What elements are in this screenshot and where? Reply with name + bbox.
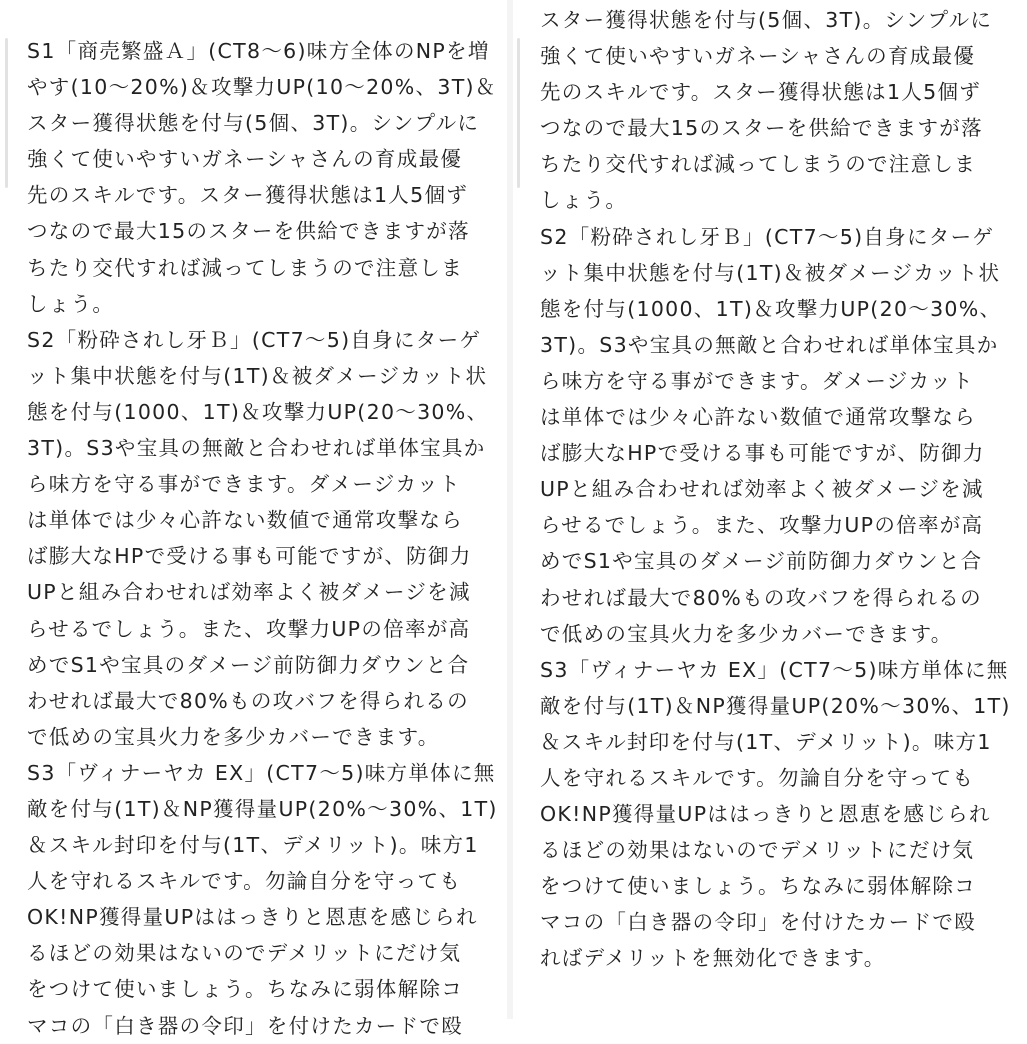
text-line: は単体では少々心許ない数値で通常攻撃なら (540, 405, 976, 430)
text-line: つなので最大15のスターを供給できますが落 (540, 116, 983, 141)
text-line: をつけて使いましょう。ちなみに弱体解除コ (540, 874, 976, 899)
text-line: しょう。 (27, 291, 115, 316)
left-edge-mark (5, 38, 8, 188)
text-line: ればデメリットを無効化できます。 (540, 946, 886, 971)
text-line: やす(10～20%)＆攻撃力UP(10～20%、3T)＆ (27, 75, 497, 100)
text-line: 強くて使いやすいガネーシャさんの育成最優 (27, 147, 463, 172)
text-line: スター獲得状態を付与(5個、3T)。シンプルに (27, 111, 480, 136)
text-line: しょう。 (540, 188, 628, 213)
text-line: わせれば最大で80%もの攻バフを得られるの (27, 688, 469, 713)
text-line: 強くて使いやすいガネーシャさんの育成最優 (540, 44, 976, 69)
text-line: 人を守れるスキルです。勿論自分を守っても (27, 869, 462, 894)
text-line: 敵を付与(1T)＆NP獲得量UP(20%～30%、1T) (540, 693, 1011, 718)
text-line: ら味方を守る事ができます。ダメージカット (540, 368, 974, 393)
text-line: は単体では少々心許ない数値で通常攻撃なら (27, 508, 463, 533)
text-line: マコの「白き器の令印」を付けたカードで殴 (540, 910, 976, 935)
text-line: 人を守れるスキルです。勿論自分を守っても (540, 765, 975, 790)
right-page-column (514, 0, 1027, 1019)
text-line: S3「ヴィナーヤカ EX」(CT7～5)味方単体に無 (27, 760, 496, 785)
text-line: ット集中状態を付与(1T)＆被ダメージカット状 (27, 363, 488, 388)
left-text-lines (27, 33, 498, 1044)
text-line: で低めの宝具火力を多少カバーできます。 (540, 621, 953, 646)
text-line: 先のスキルです。スター獲得状態は1人5個ず (27, 183, 469, 208)
text-line: るほどの効果はないのでデメリットにだけ気 (540, 838, 975, 863)
text-line: S1「商売繁盛Ａ」(CT8～6)味方全体のNPを増 (27, 39, 490, 63)
text-line: 先のスキルです。スター獲得状態は1人5個ず (540, 80, 982, 105)
text-line: めでS1や宝具のダメージ前防御力ダウンと合 (540, 549, 983, 574)
text-line: ら味方を守る事ができます。ダメージカット (27, 472, 461, 497)
text-line: 態を付与(1000、1T)＆攻撃力UP(20～30%、 (540, 296, 1002, 321)
text-line: 3T)。S3や宝具の無敵と合わせれば単体宝具か (540, 332, 999, 357)
text-line: UPと組み合わせれば効率よく被ダメージを減 (27, 580, 471, 605)
text-line: S2「粉砕されし牙Ｂ」(CT7～5)自身にターゲ (540, 224, 995, 249)
text-line: S2「粉砕されし牙Ｂ」(CT7～5)自身にターゲ (27, 327, 482, 352)
text-line: ＆スキル封印を付与(1T、デメリット)。味方1 (540, 729, 992, 754)
text-line: つなので最大15のスターを供給できますが落 (27, 219, 470, 244)
text-line: ット集中状態を付与(1T)＆被ダメージカット状 (540, 260, 1001, 285)
text-line: るほどの効果はないのでデメリットにだけ気 (27, 941, 462, 966)
text-line: ちたり交代すれば減ってしまうので注意しま (27, 255, 463, 280)
text-line: らせるでしょう。また、攻撃力UPの倍率が高 (540, 513, 984, 538)
left-page-column (0, 0, 506, 1038)
text-line: 敵を付与(1T)＆NP獲得量UP(20%～30%、1T) (27, 796, 498, 821)
text-line: ば膨大なHPで受ける事も可能ですが、防御力 (540, 441, 985, 466)
text-line: をつけて使いましょう。ちなみに弱体解除コ (27, 977, 463, 1002)
text-line: らせるでしょう。また、攻撃力UPの倍率が高 (27, 616, 471, 641)
text-line: マコの「白き器の令印」を付けたカードで殴 (27, 1013, 463, 1038)
text-line: わせれば最大で80%もの攻バフを得られるの (540, 585, 982, 610)
text-line: ば膨大なHPで受ける事も可能ですが、防御力 (27, 544, 472, 569)
text-line: OK!NP獲得量UPははっきりと恩恵を感じられ (540, 802, 991, 827)
text-line: 態を付与(1000、1T)＆攻撃力UP(20～30%、 (27, 399, 489, 424)
text-line: 3T)。S3や宝具の無敵と合わせれば単体宝具か (27, 436, 486, 461)
text-line: で低めの宝具火力を多少カバーできます。 (27, 724, 440, 749)
text-line: ちたり交代すれば減ってしまうので注意しま (540, 152, 976, 177)
right-edge-mark (517, 38, 520, 188)
right-text-lines (540, 2, 1011, 977)
text-line: めでS1や宝具のダメージ前防御力ダウンと合 (27, 652, 470, 677)
text-line: OK!NP獲得量UPははっきりと恩恵を感じられ (27, 905, 478, 930)
column-divider (507, 0, 513, 1019)
text-line: スター獲得状態を付与(5個、3T)。シンプルに (540, 8, 993, 32)
text-line: ＆スキル封印を付与(1T、デメリット)。味方1 (27, 833, 479, 858)
text-line: S3「ヴィナーヤカ EX」(CT7～5)味方単体に無 (540, 657, 1009, 682)
text-line: UPと組み合わせれば効率よく被ダメージを減 (540, 477, 984, 502)
